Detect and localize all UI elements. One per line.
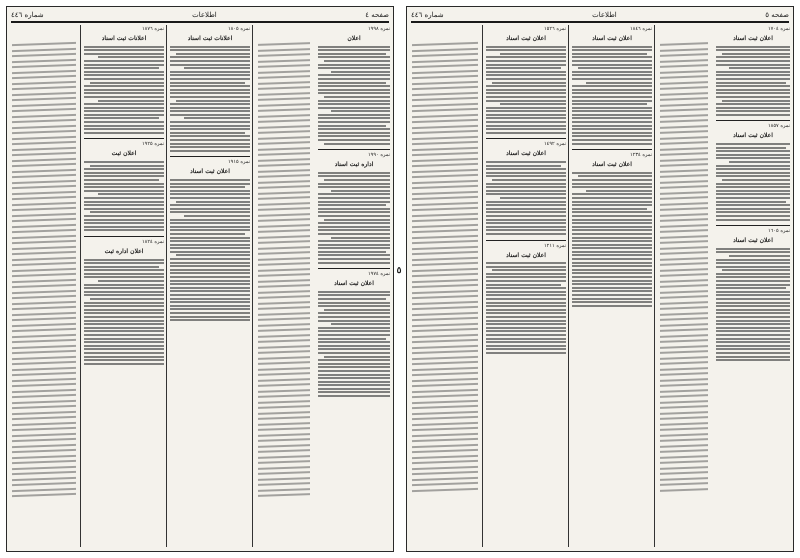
notice-number: نمره ١٩٢٥ <box>142 141 164 148</box>
right-column-4 <box>482 25 569 547</box>
notice-body <box>81 158 167 233</box>
notice-title: اعلان ثبت اسناد <box>506 251 546 259</box>
notice-body <box>315 43 393 147</box>
notice-title: اعلان ثبت اسناد <box>334 280 374 288</box>
notice-body <box>483 158 569 237</box>
handwritten-block <box>410 39 480 541</box>
notice-title: اعلانات ثبت اسناد <box>187 35 233 42</box>
left-column-2 <box>252 25 315 547</box>
notice-title: اعلانات ثبت اسناد <box>101 35 147 42</box>
notice-title: اعلان ثبت اسناد <box>592 161 632 169</box>
right-page <box>406 6 794 552</box>
notice-number: نمره ١٨٠٥ <box>228 26 250 32</box>
notice-number: نمره ١٢١١ <box>544 242 566 249</box>
notice-body <box>81 43 167 136</box>
notice-body <box>483 43 569 136</box>
handwritten-block <box>10 39 78 541</box>
left-page <box>6 6 394 552</box>
notice-title: اعلان اداره ثبت <box>104 247 144 255</box>
notice-title: اعلان ثبت اسناد <box>190 168 230 176</box>
notice-number: نمره ١٨٧٦ <box>142 26 164 32</box>
notice-body <box>713 43 793 118</box>
notice-number: نمره ١٤٩٢ <box>544 141 566 148</box>
notice-title: اعلان ثبت اسناد <box>506 150 546 158</box>
notice-number: نمره ١٩١٥ <box>228 159 250 166</box>
notice-title: اعلان ثبت اسناد <box>733 237 773 245</box>
notice-body <box>167 43 253 154</box>
notice-body <box>483 260 569 357</box>
left-column-3 <box>166 25 253 547</box>
left-column-5 <box>6 25 81 547</box>
notice-body <box>569 169 655 309</box>
left-header-issue: شماره ٤٤٦ <box>11 11 44 19</box>
right-header-issue: شماره ٤٤٦ <box>411 11 444 19</box>
right-column-2 <box>654 25 713 547</box>
notice-number: نمره ١٨٢٤ <box>142 238 164 245</box>
notice-body <box>569 43 655 147</box>
notice-body <box>315 169 393 266</box>
notice-body <box>713 245 793 364</box>
notice-title: اعلان ثبت اسناد <box>592 35 632 42</box>
notice-title: اعلان ثبت <box>111 150 137 158</box>
notice-title: اعلان ثبت اسناد <box>733 35 773 42</box>
right-column-5 <box>406 25 483 547</box>
handwritten-block <box>256 39 312 541</box>
notice-number: نمره ١٧٠٤ <box>768 26 790 32</box>
notice-number: نمره ١٩٩٨ <box>368 26 390 32</box>
notice-title: اداره ثبت اسناد <box>334 161 374 169</box>
notice-body <box>713 140 793 223</box>
handwritten-block <box>658 39 710 541</box>
notice-number: نمره ١٦٠٥ <box>768 228 790 235</box>
notice-title: اعلان ثبت اسناد <box>506 35 546 42</box>
notice-number: نمره ١٨٥٧ <box>768 123 790 130</box>
left-page-header <box>11 9 389 23</box>
notice-number: نمره ١٨٤٦ <box>630 26 652 32</box>
right-column-1 <box>713 25 793 547</box>
gutter-page-number: ٥ <box>396 266 402 276</box>
notice-title: اعلان ثبت اسناد <box>733 132 773 140</box>
right-page-header <box>411 9 789 23</box>
left-column-4 <box>80 25 167 547</box>
notice-title: اعلان <box>347 35 361 42</box>
notice-body <box>81 256 167 367</box>
right-header-journal: اطلاعات <box>592 11 617 19</box>
notice-body <box>167 176 253 323</box>
notice-body <box>315 288 393 399</box>
notice-number: نمره ١٢٣٤ <box>630 152 652 159</box>
left-header-journal: اطلاعات <box>192 11 217 19</box>
notice-number: نمره ١٩٧٤ <box>368 271 390 278</box>
left-header-page: صفحه ٤ <box>365 11 389 19</box>
left-column-1 <box>315 25 393 547</box>
right-header-page: صفحه ٥ <box>765 11 789 19</box>
notice-number: نمره ١٩٩٠ <box>368 152 390 159</box>
notice-number: نمره ١٥٢٦ <box>544 26 566 32</box>
right-column-3 <box>568 25 655 547</box>
